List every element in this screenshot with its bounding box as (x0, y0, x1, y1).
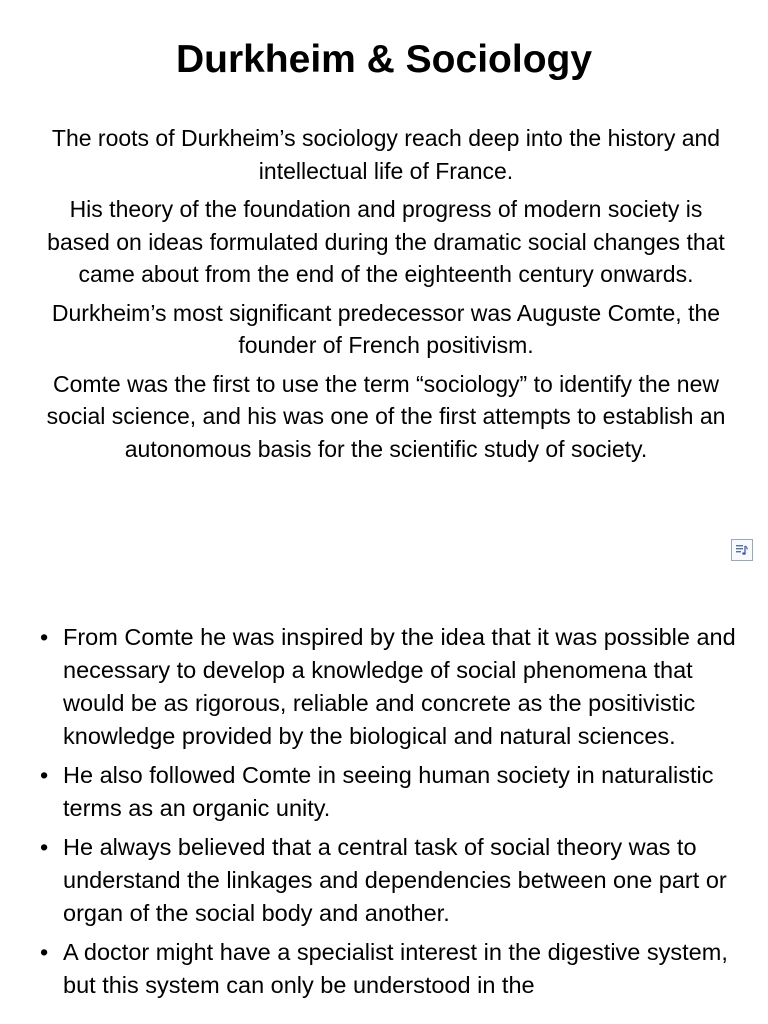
list-item (40, 831, 740, 930)
intro-paragraphs (40, 122, 732, 471)
bullet-marker: • (40, 939, 49, 965)
bullet-marker: • (40, 762, 49, 788)
bullet-text: From Comte he was inspired by the idea that it was possible and necessary to develop a knowledge of social phenomena that would be as rigorous, reliable and concrete as the positivistic knowledge provided by the biological and natural sciences. (63, 624, 736, 749)
list-item (40, 621, 740, 753)
slide-title: Durkheim & Sociology (175, 38, 593, 81)
bullet-list (40, 621, 740, 1008)
bullet-text: A doctor might have a specialist interest in the digestive system, but this system can only be understood in the (63, 939, 728, 998)
paragraph: The roots of Durkheim’s sociology reach deep into the history and intellectual life of France. (51, 125, 721, 184)
paragraph: Durkheim’s most significant predecessor was Auguste Comte, the founder of French positivism. (51, 299, 721, 358)
bullet-marker: • (40, 834, 49, 860)
bullet-text: He also followed Comte in seeing human society in naturalistic terms as an organic unity. (63, 762, 714, 821)
notes-icon[interactable] (731, 539, 753, 561)
list-item (40, 759, 740, 825)
bullet-text: He always believed that a central task of social theory was to understand the linkages and dependencies between one part or organ of the social body and another. (63, 834, 727, 926)
paragraph: His theory of the foundation and progress of modern society is based on ideas formulated during the dramatic social changes that came about from the end of the eighteenth century onwards. (47, 196, 725, 287)
bullet-marker: • (40, 624, 49, 650)
list-item (40, 936, 740, 1002)
paragraph: Comte was the first to use the term “sociology” to identify the new social science, and his was one of the first attempts to establish an autonomous basis for the scientific study of society. (46, 370, 726, 462)
